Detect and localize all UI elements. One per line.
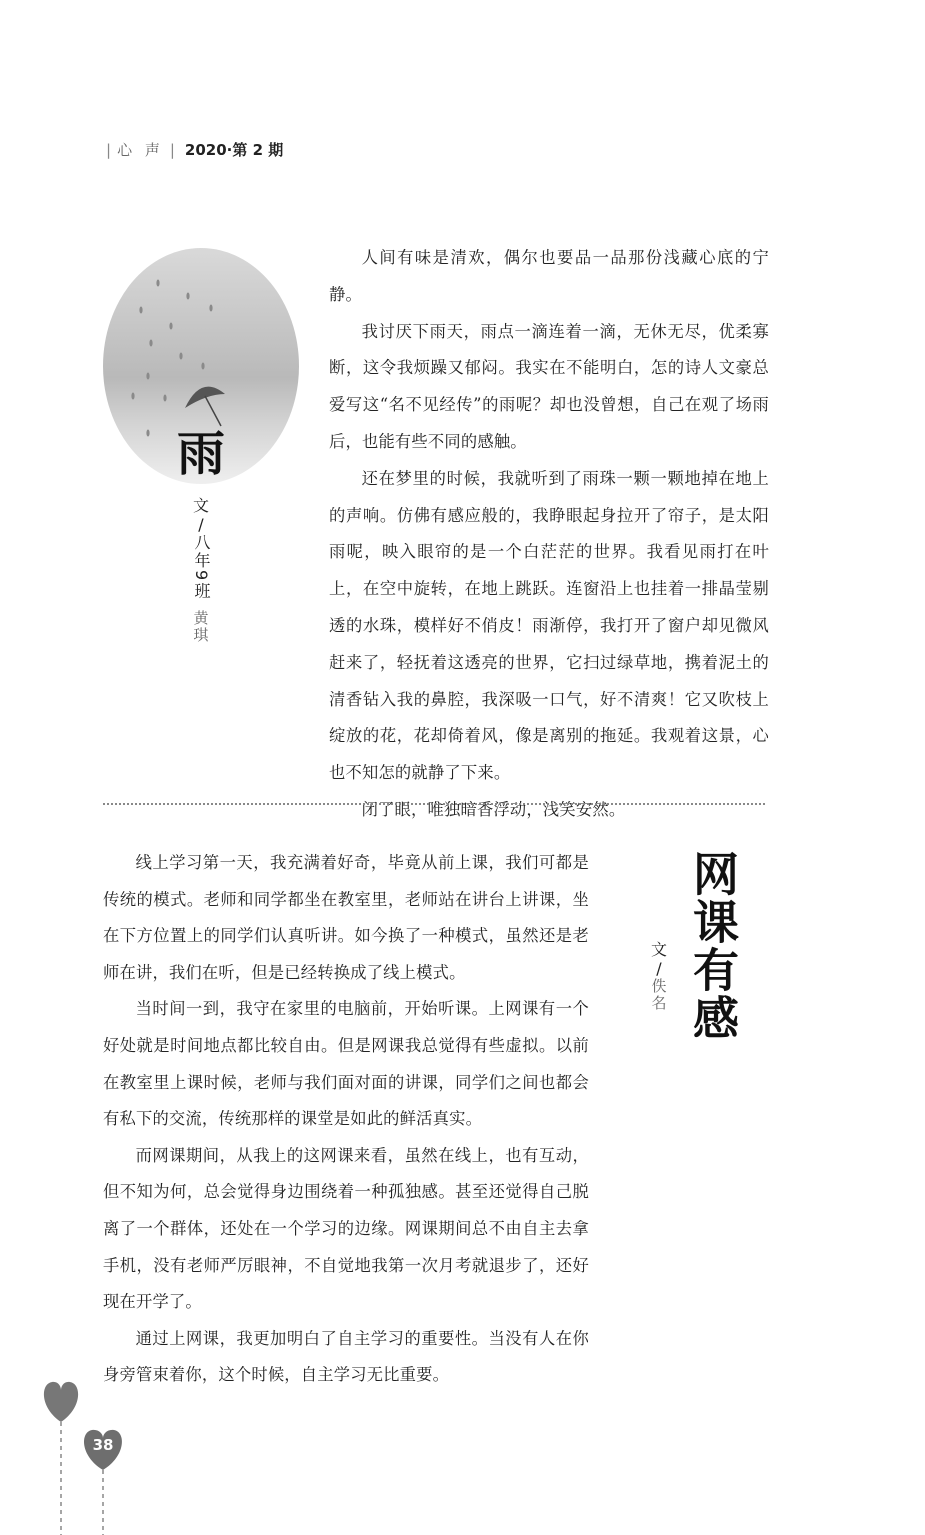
paragraph: 而网课期间，从我上的这网课来看，虽然在线上，也有互动，但不知为何，总会觉得身边围绕着一种孤独感。甚至还觉得自己脱离了一个群体，还处在一个学习的边缘。网课期间总不由自主去拿手机，没有老师严厉眼神，不自觉地我第一次月考就退步了，还好现在开学了。 xyxy=(103,1145,589,1312)
paragraph: 通过上网课，我更加明白了自主学习的重要性。当没有人在你身旁管束着你，这个时候，自主学习无比重要。 xyxy=(103,1328,589,1385)
paragraph: 人间有味是清欢，偶尔也要品一品那份浅藏心底的宁静。 xyxy=(329,248,769,304)
article2-body xyxy=(103,845,589,1394)
paragraph: 当时间一到，我守在家里的电脑前，开始听课。上网课有一个好处就是时间地点都比较自由。但是网课我总觉得有些虚拟。以前在教室里上课时候，老师与我们面对面的讲课，同学们之间也都会有私下的交流，传统那样的课堂是如此的鲜活真实。 xyxy=(103,999,589,1129)
byline-class: 八年9班 xyxy=(192,534,211,601)
article2-title: 网课有感 xyxy=(686,850,740,1042)
article1-body xyxy=(329,240,769,829)
column-name: 心 声 xyxy=(117,141,164,159)
article1-byline xyxy=(188,496,214,644)
byline-prefix: 文 xyxy=(192,496,209,515)
paragraph: 线上学习第一天，我充满着好奇，毕竟从前上课，我们可都是传统的模式。老师和同学都坐在教室里，老师站在讲台上讲课，坐在下方位置上的同学们认真听讲。如今换了一种模式，虽然还是老师在讲，我们在听，但是已经转换成了线上模式。 xyxy=(103,853,589,982)
hearts-decoration xyxy=(0,1370,160,1535)
issue-label: 2020·第 2 期 xyxy=(184,141,284,159)
heart-icon xyxy=(44,1382,78,1422)
byline-slash: / xyxy=(656,959,662,978)
paragraph: 还在梦里的时候，我就听到了雨珠一颗一颗地掉在地上的声响。仿佛有感应般的，我睁眼起身拉开了帘子，是太阳雨呢，映入眼帘的是一个白茫茫的世界。我看见雨打在叶上，在空中旋转，在地上跳跃。连窗沿上也挂着一排晶莹剔透的水珠，模样好不俏皮！雨渐停，我打开了窗户却见微风赶来了，轻抚着这透亮的世界，它扫过绿草地，携着泥土的清香钻入我的鼻腔，我深吸一口气，好不清爽！它又吹枝上绽放的花，花却倚着风，像是离别的拖延。我观着这景，心也不知怎的就静了下来。 xyxy=(329,468,769,783)
header-divider: | xyxy=(106,140,112,159)
section-divider xyxy=(103,803,765,805)
paragraph: 我讨厌下雨天，雨点一滴连着一滴，无休无尽，优柔寡断，这令我烦躁又郁闷。我实在不能明白，怎的诗人文豪总爱写这“名不见经传”的雨呢？却也没曾想，自己在观了场雨后，也能有些不同的感触。 xyxy=(329,321,769,451)
header-divider: | xyxy=(169,140,175,159)
page-header xyxy=(100,139,283,160)
article1-title: 雨 xyxy=(176,426,225,482)
page-number: 38 xyxy=(92,1436,114,1454)
byline-slash: / xyxy=(198,515,204,534)
byline-author: 佚名 xyxy=(649,978,668,1012)
article2-byline xyxy=(647,940,671,1012)
umbrella-icon xyxy=(185,387,225,426)
byline-prefix: 文 xyxy=(650,940,667,959)
byline-author: 黄琪 xyxy=(191,610,210,645)
paragraph: 闭了眼，唯独暗香浮动，浅笑安然。 xyxy=(361,799,626,819)
